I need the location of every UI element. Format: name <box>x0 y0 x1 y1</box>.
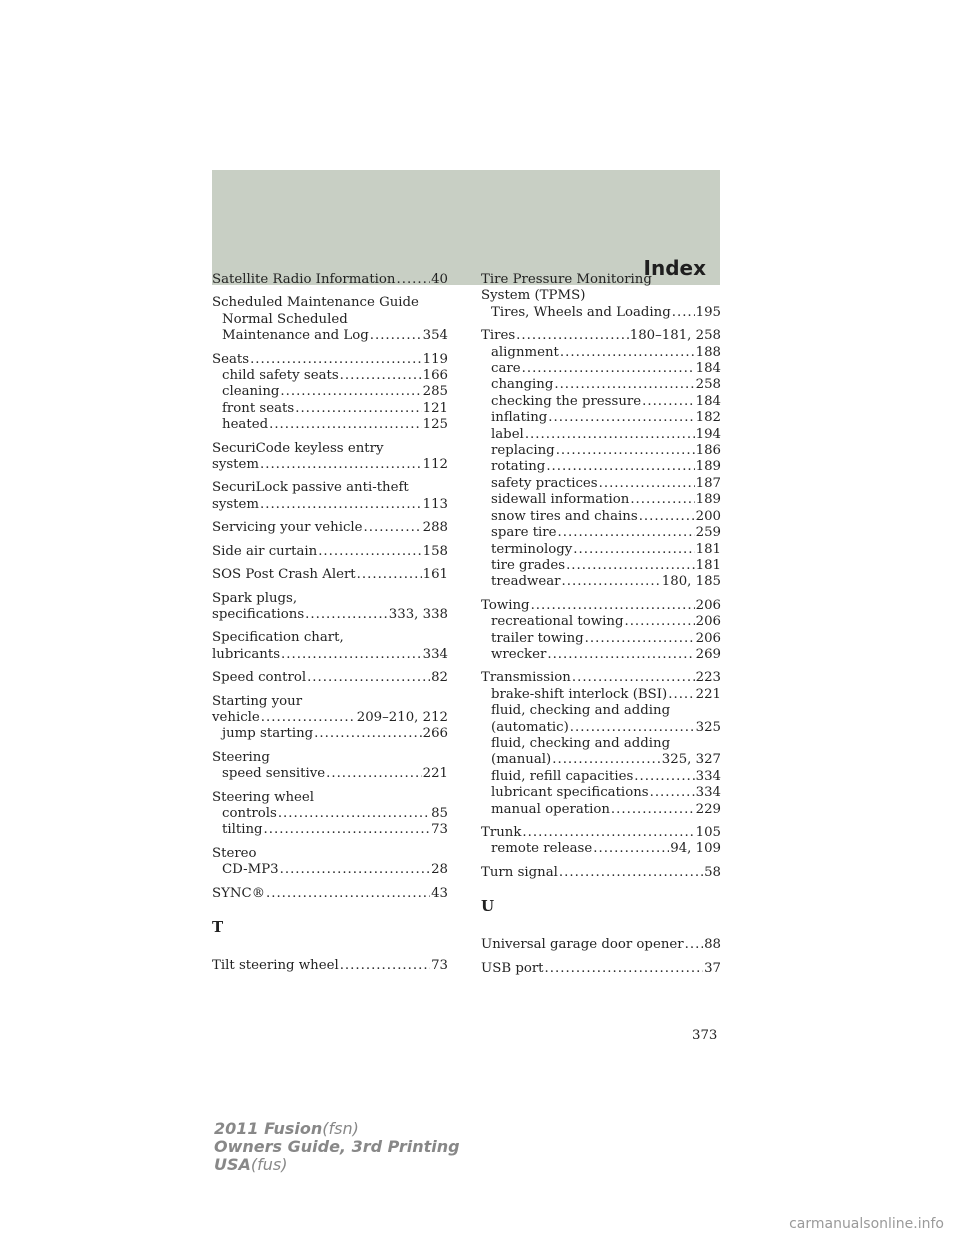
index-term: brake-shift interlock (BSI) <box>491 686 668 702</box>
index-term: fluid, refill capacities <box>491 768 634 784</box>
index-term: Turn signal <box>481 864 558 880</box>
index-entry <box>212 846 448 879</box>
index-line <box>481 865 721 881</box>
index-line <box>212 544 448 560</box>
index-term: Tires <box>481 328 516 344</box>
index-line <box>481 647 721 663</box>
document-footer <box>214 1120 460 1174</box>
index-term: care <box>491 361 521 377</box>
index-term: fluid, checking and adding <box>491 703 671 719</box>
index-line <box>481 614 721 630</box>
index-line <box>481 937 721 953</box>
index-entry <box>481 825 721 858</box>
index-page-ref: 37 <box>704 960 721 976</box>
index-page-ref: 221 <box>422 766 448 782</box>
index-entry <box>212 272 448 288</box>
index-term: CD-MP3 <box>222 862 279 878</box>
index-line <box>212 384 448 400</box>
index-page-ref: 189 <box>695 459 721 475</box>
index-page-ref: 184 <box>695 393 721 409</box>
index-line <box>212 401 448 417</box>
index-term: Servicing your vehicle <box>212 520 363 536</box>
index-term: wrecker <box>491 646 547 662</box>
index-line <box>481 272 721 288</box>
leader-dots <box>326 766 421 782</box>
leader-dots <box>397 272 431 288</box>
index-line <box>212 417 448 433</box>
index-line <box>481 305 721 321</box>
index-entry <box>212 958 448 974</box>
leader-dots <box>593 841 669 857</box>
index-term: Speed control <box>212 670 307 686</box>
index-term: Tilt steering wheel <box>212 958 339 973</box>
index-page-ref: 43 <box>431 885 448 901</box>
footer-model-code: (fsn) <box>322 1119 359 1138</box>
index-page-ref: 288 <box>422 520 448 536</box>
leader-dots <box>280 862 430 878</box>
index-term: system <box>212 496 259 512</box>
index-line <box>212 647 448 663</box>
index-line <box>481 574 721 590</box>
leader-dots <box>266 886 430 902</box>
index-line <box>481 736 721 752</box>
index-term: front seats <box>222 400 295 416</box>
index-page-ref: 94, 109 <box>670 841 721 857</box>
index-line <box>481 670 721 686</box>
index-page-ref: 187 <box>695 475 721 491</box>
leader-dots <box>570 720 695 736</box>
index-page-ref: 285 <box>422 384 448 400</box>
index-line <box>481 459 721 475</box>
footer-guide: Owners Guide, 3rd Printing <box>214 1137 460 1156</box>
index-entry <box>481 937 721 953</box>
index-term: speed sensitive <box>222 766 326 782</box>
leader-dots <box>357 567 422 583</box>
index-column-right <box>481 272 721 984</box>
index-term: Universal garage door opener <box>481 937 684 953</box>
index-line <box>481 752 721 768</box>
index-term: Maintenance and Log <box>222 328 369 344</box>
leader-dots <box>522 361 695 377</box>
index-line <box>481 525 721 541</box>
leader-dots <box>281 647 422 663</box>
index-line <box>481 288 721 304</box>
index-line <box>212 862 448 878</box>
index-line <box>212 480 448 496</box>
index-page-ref: 121 <box>422 400 448 416</box>
leader-dots <box>545 961 704 977</box>
index-entry <box>212 750 448 783</box>
leader-dots <box>566 558 695 574</box>
index-term: rotating <box>491 459 546 475</box>
leader-dots <box>307 670 430 686</box>
index-page-ref: 184 <box>695 361 721 377</box>
index-line <box>481 703 721 719</box>
index-term: heated <box>222 417 269 433</box>
leader-dots <box>558 525 695 541</box>
index-term: alignment <box>491 344 559 360</box>
page-number: 373 <box>692 1028 718 1043</box>
index-page-ref: 200 <box>695 508 721 524</box>
index-entry <box>212 567 448 583</box>
index-page-ref: 221 <box>695 686 721 702</box>
index-page-ref: 119 <box>422 351 448 367</box>
index-line <box>481 631 721 647</box>
index-term: System (TPMS) <box>481 288 586 304</box>
index-term: tilting <box>222 822 263 838</box>
leader-dots <box>260 497 422 513</box>
leader-dots <box>340 368 422 384</box>
index-term: inflating <box>491 410 548 426</box>
index-page-ref: 269 <box>695 646 721 662</box>
leader-dots <box>340 958 430 974</box>
index-line <box>481 961 721 977</box>
index-page-ref: 223 <box>695 670 721 686</box>
index-term: remote release <box>491 841 593 857</box>
index-page-ref: 206 <box>695 630 721 646</box>
leader-dots <box>573 542 694 558</box>
index-line <box>212 272 448 288</box>
watermark: carmanualsonline.info <box>789 1216 944 1232</box>
index-page-ref: 180, 185 <box>661 574 721 590</box>
index-page-ref: 85 <box>431 805 448 821</box>
index-term: (manual) <box>491 752 552 768</box>
leader-dots <box>642 394 694 410</box>
index-entry <box>481 961 721 977</box>
index-line <box>481 476 721 492</box>
index-term: Seats <box>212 351 250 367</box>
index-page-ref: 206 <box>695 614 721 630</box>
index-term: USB port <box>481 960 544 976</box>
leader-dots <box>522 825 694 841</box>
index-term: SYNC® <box>212 885 265 901</box>
index-entry <box>212 694 448 743</box>
index-term: system <box>212 457 259 473</box>
index-entry <box>212 886 448 902</box>
leader-dots <box>318 544 421 560</box>
index-line <box>212 591 448 607</box>
leader-dots <box>280 384 421 400</box>
leader-dots <box>364 520 422 536</box>
leader-dots <box>264 822 431 838</box>
index-line <box>212 630 448 646</box>
leader-dots <box>585 631 695 647</box>
index-term: lubricant specifications <box>491 785 649 801</box>
index-line <box>481 410 721 426</box>
section-title: Index <box>643 256 706 280</box>
leader-dots <box>630 492 694 508</box>
index-line <box>481 394 721 410</box>
index-term: terminology <box>491 541 573 557</box>
index-page-ref: 82 <box>431 670 448 686</box>
leader-dots <box>314 726 421 742</box>
index-entry <box>212 670 448 686</box>
index-term: cleaning <box>222 384 280 400</box>
index-entry <box>212 544 448 560</box>
index-line <box>481 427 721 443</box>
index-term: (automatic) <box>491 719 569 735</box>
section-letter: U <box>481 897 495 916</box>
index-term: Steering <box>212 749 270 765</box>
index-page-ref: 258 <box>695 377 721 393</box>
index-term: Tires, Wheels and Loading <box>491 304 671 320</box>
leader-dots <box>556 443 695 459</box>
index-page-ref: 180–181, 258 <box>629 328 721 344</box>
leader-dots <box>554 377 694 393</box>
index-page-ref: 28 <box>431 862 448 878</box>
index-line <box>212 607 448 623</box>
index-term: recreational towing <box>491 614 624 630</box>
index-page-ref: 181 <box>695 541 721 557</box>
index-term: fluid, checking and adding <box>491 735 671 751</box>
leader-dots <box>560 345 695 361</box>
index-page-ref: 229 <box>695 801 721 817</box>
index-term: SecuriLock passive anti-theft <box>212 480 409 496</box>
index-term: treadwear <box>491 574 561 590</box>
leader-dots <box>559 865 703 881</box>
index-line <box>212 497 448 513</box>
index-term: lubricants <box>212 646 281 662</box>
index-page-ref: 334 <box>695 768 721 784</box>
index-term: Side air curtain <box>212 543 318 559</box>
index-page-ref: 158 <box>422 543 448 559</box>
index-line <box>212 846 448 862</box>
index-line <box>212 958 448 974</box>
index-page-ref: 325 <box>695 719 721 735</box>
index-line <box>212 457 448 473</box>
index-line <box>481 687 721 703</box>
index-page-ref: 166 <box>422 368 448 384</box>
index-page-ref: 182 <box>695 410 721 426</box>
leader-dots <box>546 459 694 475</box>
index-term: Starting your <box>212 693 303 709</box>
footer-region-code: (fus) <box>250 1155 288 1174</box>
index-line <box>212 352 448 368</box>
index-line <box>212 670 448 686</box>
index-line <box>212 328 448 344</box>
index-line <box>481 841 721 857</box>
index-page-ref: 194 <box>695 426 721 442</box>
index-line <box>481 345 721 361</box>
index-term: SOS Post Crash Alert <box>212 567 356 583</box>
leader-dots <box>639 509 695 525</box>
index-page-ref: 73 <box>431 958 448 973</box>
leader-dots <box>516 328 629 344</box>
index-term: tire grades <box>491 557 566 573</box>
index-line <box>212 710 448 726</box>
index-line <box>212 790 448 806</box>
index-line <box>212 806 448 822</box>
leader-dots <box>611 802 695 818</box>
index-term: Scheduled Maintenance Guide <box>212 295 419 311</box>
index-term: jump starting <box>222 726 314 742</box>
index-line <box>481 377 721 393</box>
index-line <box>481 825 721 841</box>
section-header-bar <box>212 170 720 285</box>
index-page-ref: 58 <box>704 864 721 880</box>
index-line <box>481 542 721 558</box>
index-page-ref: 73 <box>431 822 448 838</box>
footer-region: USA <box>214 1155 251 1174</box>
leader-dots <box>562 574 661 590</box>
index-term: changing <box>491 377 554 393</box>
index-term: Trunk <box>481 825 522 840</box>
leader-dots <box>599 476 695 492</box>
index-term: vehicle <box>212 709 260 725</box>
index-term: Spark plugs, <box>212 590 298 606</box>
index-term: checking the pressure <box>491 393 642 409</box>
index-line <box>481 328 721 344</box>
leader-dots <box>624 614 694 630</box>
index-line <box>481 509 721 525</box>
index-page-ref: 354 <box>422 328 448 344</box>
index-page-ref: 334 <box>695 785 721 801</box>
index-term: spare tire <box>491 525 557 541</box>
index-page-ref: 195 <box>695 304 721 320</box>
index-page-ref: 40 <box>431 272 448 287</box>
index-entry <box>212 790 448 839</box>
index-page-ref: 188 <box>695 344 721 360</box>
leader-dots <box>531 598 695 614</box>
index-line <box>481 802 721 818</box>
leader-dots <box>250 352 422 368</box>
leader-dots <box>548 410 694 426</box>
leader-dots <box>295 401 421 417</box>
index-page-ref: 88 <box>704 937 721 953</box>
index-column-left <box>212 272 448 981</box>
leader-dots <box>650 785 695 801</box>
index-term: sidewall information <box>491 492 630 508</box>
leader-dots <box>525 427 695 443</box>
index-page-ref: 325, 327 <box>661 752 721 768</box>
index-page-ref: 112 <box>422 457 448 473</box>
index-page-ref: 125 <box>422 417 448 433</box>
index-term: safety practices <box>491 475 598 491</box>
index-term: child safety seats <box>222 368 339 384</box>
index-line <box>481 443 721 459</box>
index-line <box>212 726 448 742</box>
footer-model: 2011 Fusion <box>214 1119 323 1138</box>
leader-dots <box>668 687 694 703</box>
index-entry <box>481 272 721 321</box>
index-entry <box>212 295 448 344</box>
index-term: manual operation <box>491 801 610 817</box>
index-page-ref: 206 <box>695 597 721 613</box>
index-term: Towing <box>481 597 530 613</box>
index-line <box>212 567 448 583</box>
index-entry <box>481 598 721 664</box>
index-page-ref: 113 <box>422 496 448 512</box>
leader-dots <box>278 806 430 822</box>
index-term: label <box>491 426 524 442</box>
index-line <box>481 769 721 785</box>
index-term: trailer towing <box>491 630 584 646</box>
index-term: snow tires and chains <box>491 508 638 524</box>
index-entry <box>212 520 448 536</box>
index-term: controls <box>222 805 277 821</box>
index-line <box>212 441 448 457</box>
index-line <box>212 368 448 384</box>
index-page-ref: 181 <box>695 557 721 573</box>
leader-dots <box>547 647 694 663</box>
leader-dots <box>552 752 661 768</box>
index-page-ref: 105 <box>695 825 721 840</box>
index-line <box>212 694 448 710</box>
section-letter: T <box>212 918 224 936</box>
leader-dots <box>305 607 388 623</box>
leader-dots <box>634 769 694 785</box>
index-line <box>481 785 721 801</box>
leader-dots <box>672 305 695 321</box>
index-page-ref: 266 <box>422 726 448 742</box>
index-page-ref: 209–210, 212 <box>356 709 448 725</box>
index-page-ref: 334 <box>422 646 448 662</box>
index-entry <box>481 328 721 591</box>
index-entry <box>212 591 448 624</box>
leader-dots <box>260 457 422 473</box>
index-entry <box>212 441 448 474</box>
index-page-ref: 186 <box>695 443 721 459</box>
index-line <box>212 766 448 782</box>
index-entry <box>212 630 448 663</box>
index-line <box>481 598 721 614</box>
index-page-ref: 189 <box>695 492 721 508</box>
index-page-ref: 161 <box>422 567 448 583</box>
index-line <box>481 558 721 574</box>
leader-dots <box>572 670 695 686</box>
index-entry <box>481 670 721 818</box>
index-term: Stereo <box>212 845 257 861</box>
index-line <box>481 361 721 377</box>
index-line <box>481 492 721 508</box>
index-line <box>481 720 721 736</box>
index-line <box>212 750 448 766</box>
index-line <box>212 886 448 902</box>
index-term: Satellite Radio Information <box>212 272 396 287</box>
index-term: Specification chart, <box>212 630 344 646</box>
leader-dots <box>269 417 422 433</box>
index-term: replacing <box>491 443 555 459</box>
index-term: SecuriCode keyless entry <box>212 440 384 456</box>
index-term: Tire Pressure Monitoring <box>481 272 652 287</box>
index-term: Normal Scheduled <box>222 311 348 327</box>
index-line <box>212 295 448 311</box>
index-entry <box>481 865 721 881</box>
index-page-ref: 259 <box>695 525 721 541</box>
leader-dots <box>261 710 356 726</box>
index-line <box>212 822 448 838</box>
index-line <box>212 312 448 328</box>
index-term: Transmission <box>481 670 571 686</box>
index-term: specifications <box>212 606 305 622</box>
index-line <box>212 520 448 536</box>
leader-dots <box>685 937 703 953</box>
index-entry <box>212 352 448 434</box>
index-page-ref: 333, 338 <box>388 606 448 622</box>
leader-dots <box>370 328 422 344</box>
index-entry <box>212 480 448 513</box>
index-term: Steering wheel <box>212 789 315 805</box>
